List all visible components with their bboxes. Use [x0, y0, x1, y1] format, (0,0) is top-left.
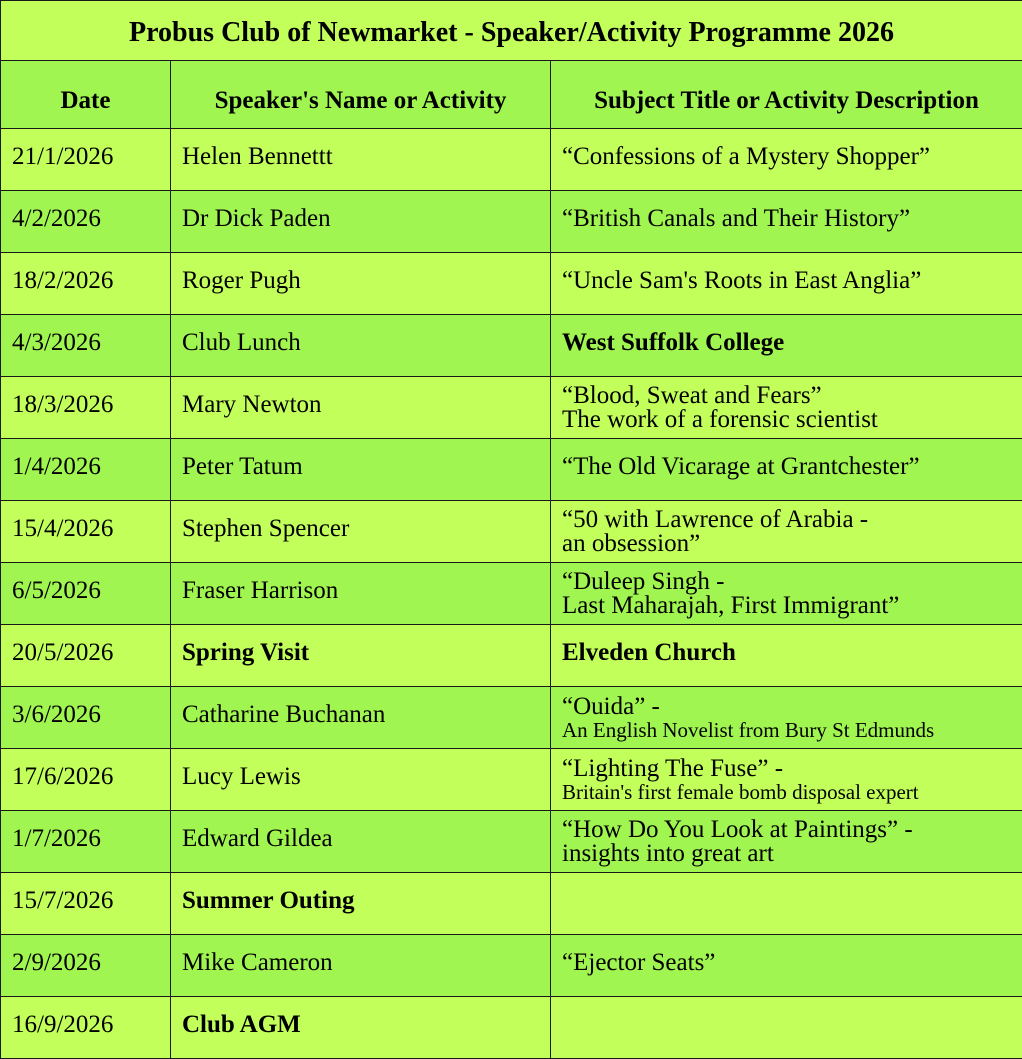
subject-line-1: “50 with Lawrence of Arabia - — [562, 508, 1012, 532]
speaker-cell: Mike Cameron — [171, 935, 551, 997]
subject-line-2: An English Novelist from Bury St Edmunds — [562, 719, 1012, 741]
table-row — [1, 873, 1022, 935]
table-row — [1, 191, 1022, 253]
table-row — [1, 811, 1022, 873]
subject-cell — [551, 253, 1022, 315]
date-cell: 17/6/2026 — [1, 749, 171, 811]
subject-line-1: Elveden Church — [562, 641, 1012, 665]
speaker-cell: Club Lunch — [171, 315, 551, 377]
page-title: Probus Club of Newmarket - Speaker/Activity Programme 2026 — [1, 1, 1022, 61]
date-cell: 1/7/2026 — [1, 811, 171, 873]
table-row — [1, 439, 1022, 501]
table-row — [1, 563, 1022, 625]
subject-cell — [551, 563, 1022, 625]
speaker-cell: Spring Visit — [171, 625, 551, 687]
title-row — [1, 1, 1022, 61]
subject-line-1: “How Do You Look at Paintings” - — [562, 818, 1012, 842]
speaker-cell: Edward Gildea — [171, 811, 551, 873]
date-cell: 2/9/2026 — [1, 935, 171, 997]
subject-line-2: Britain's first female bomb disposal expert — [562, 781, 1012, 803]
subject-cell — [551, 377, 1022, 439]
subject-line-1: “Lighting The Fuse” - — [562, 757, 1012, 781]
table-row — [1, 253, 1022, 315]
subject-line-2: insights into great art — [562, 842, 1012, 866]
date-cell: 4/2/2026 — [1, 191, 171, 253]
subject-line-1: “Duleep Singh - — [562, 570, 1012, 594]
subject-cell — [551, 935, 1022, 997]
subject-cell — [551, 687, 1022, 749]
subject-cell — [551, 997, 1022, 1059]
speaker-cell: Fraser Harrison — [171, 563, 551, 625]
speaker-cell: Dr Dick Paden — [171, 191, 551, 253]
subject-cell — [551, 811, 1022, 873]
subject-line-1: “Ejector Seats” — [562, 951, 1012, 975]
date-cell: 15/7/2026 — [1, 873, 171, 935]
subject-line-1: “Ouida” - — [562, 695, 1012, 719]
table-row — [1, 501, 1022, 563]
subject-cell — [551, 129, 1022, 191]
subject-line-1: “Uncle Sam's Roots in East Anglia” — [562, 269, 1012, 293]
table-row — [1, 129, 1022, 191]
speaker-cell: Mary Newton — [171, 377, 551, 439]
date-cell: 18/3/2026 — [1, 377, 171, 439]
date-cell: 18/2/2026 — [1, 253, 171, 315]
table-row — [1, 687, 1022, 749]
subject-cell — [551, 191, 1022, 253]
date-cell: 3/6/2026 — [1, 687, 171, 749]
date-cell: 15/4/2026 — [1, 501, 171, 563]
date-cell: 16/9/2026 — [1, 997, 171, 1059]
speaker-cell: Roger Pugh — [171, 253, 551, 315]
date-cell: 1/4/2026 — [1, 439, 171, 501]
date-cell: 21/1/2026 — [1, 129, 171, 191]
subject-line-1: “Blood, Sweat and Fears” — [562, 384, 1012, 408]
table-row — [1, 997, 1022, 1059]
column-header-subject: Subject Title or Activity Description — [551, 61, 1022, 129]
table-row — [1, 749, 1022, 811]
column-header-date: Date — [1, 61, 171, 129]
date-cell: 6/5/2026 — [1, 563, 171, 625]
speaker-cell: Helen Bennettt — [171, 129, 551, 191]
date-cell: 4/3/2026 — [1, 315, 171, 377]
subject-line-1: “The Old Vicarage at Grantchester” — [562, 455, 1012, 479]
subject-cell — [551, 501, 1022, 563]
speaker-cell: Catharine Buchanan — [171, 687, 551, 749]
table-row — [1, 377, 1022, 439]
subject-line-2: Last Maharajah, First Immigrant” — [562, 594, 1012, 618]
subject-line-1: West Suffolk College — [562, 331, 1012, 355]
subject-cell — [551, 439, 1022, 501]
speaker-cell: Summer Outing — [171, 873, 551, 935]
subject-cell — [551, 873, 1022, 935]
subject-line-2: an obsession” — [562, 532, 1012, 556]
header-row — [1, 61, 1022, 129]
speaker-cell: Club AGM — [171, 997, 551, 1059]
subject-cell — [551, 315, 1022, 377]
table-row — [1, 935, 1022, 997]
subject-cell — [551, 749, 1022, 811]
subject-line-1: “British Canals and Their History” — [562, 207, 1012, 231]
column-header-speaker: Speaker's Name or Activity — [171, 61, 551, 129]
speaker-cell: Lucy Lewis — [171, 749, 551, 811]
subject-line-1: “Confessions of a Mystery Shopper” — [562, 145, 1012, 169]
speaker-cell: Stephen Spencer — [171, 501, 551, 563]
subject-cell — [551, 625, 1022, 687]
date-cell: 20/5/2026 — [1, 625, 171, 687]
table-row — [1, 315, 1022, 377]
table-row — [1, 625, 1022, 687]
subject-line-2: The work of a forensic scientist — [562, 408, 1012, 432]
speaker-cell: Peter Tatum — [171, 439, 551, 501]
